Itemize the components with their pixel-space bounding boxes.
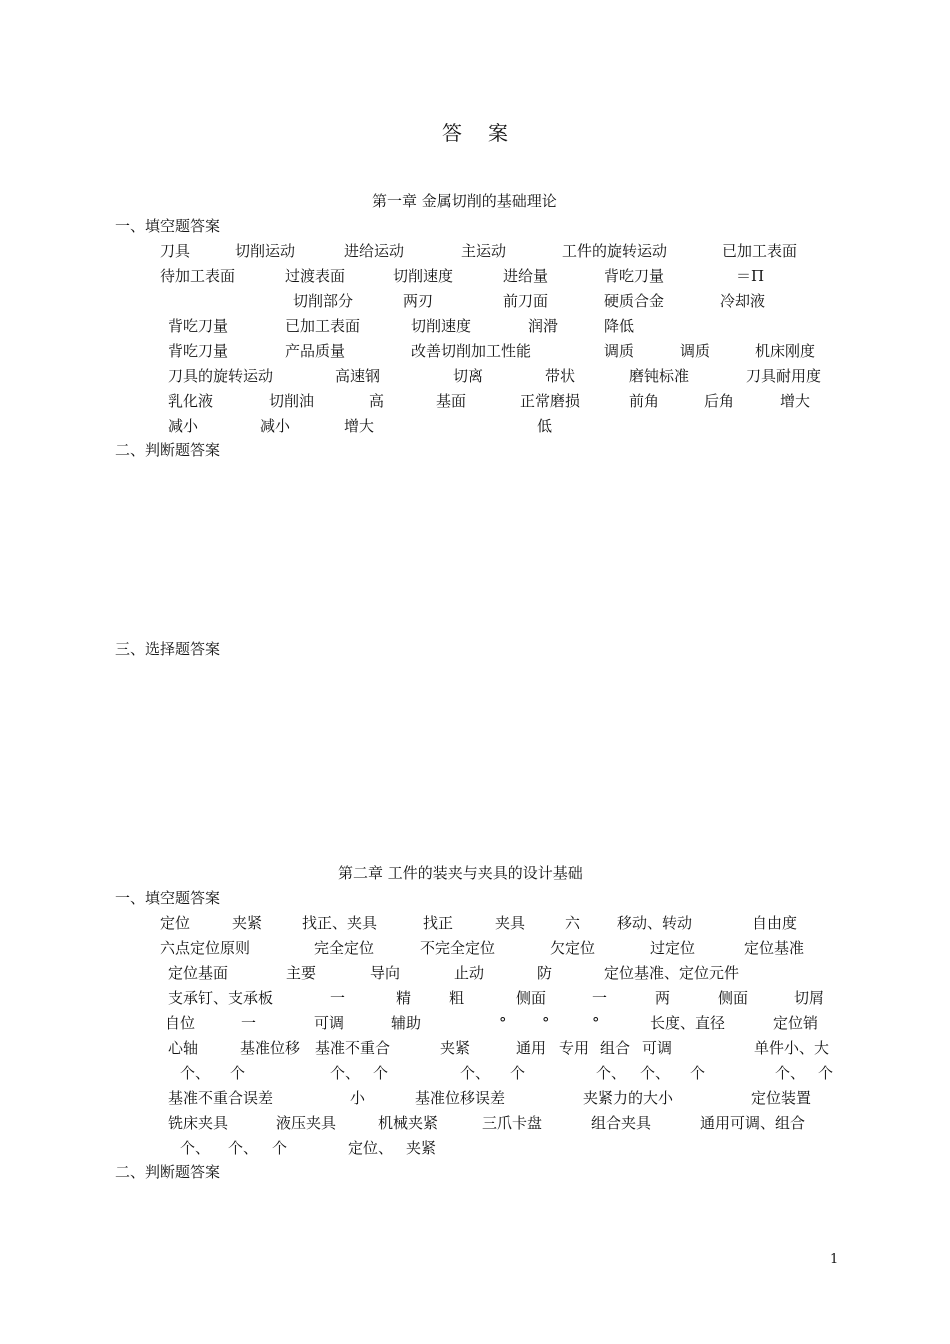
chapter2-answer-r5-c5: ° <box>499 1014 507 1032</box>
chapter2-answer-r6-c2: 基准位移 <box>240 1039 301 1057</box>
chapter2-answer-r1-c6: 六 <box>565 914 581 932</box>
chapter1-answer-r4-c4: 润滑 <box>528 317 559 335</box>
chapter2-answer-r1-c1: 定位 <box>160 914 191 932</box>
chapter1-answer-r3-c5: 冷却液 <box>720 292 766 310</box>
chapter1-answer-r7-c4: 基面 <box>436 392 467 410</box>
chapter1-answer-r7-c1: 乳化液 <box>168 392 214 410</box>
chapter1-answer-r6-c3: 切离 <box>453 367 484 385</box>
chapter1-answer-r3-c4: 硬质合金 <box>604 292 665 310</box>
chapter2-answer-r7-c3: 个、 <box>330 1064 361 1082</box>
chapter1-answer-r3-c2: 两刃 <box>403 292 434 310</box>
chapter2-answer-r2-c5: 过定位 <box>650 939 696 957</box>
chapter1-answer-r5-c3: 改善切削加工性能 <box>411 342 532 360</box>
chapter1-answer-r2-c3: 切削速度 <box>393 267 454 285</box>
chapter2-answer-r9-c5: 组合夹具 <box>591 1114 652 1132</box>
chapter1-answer-r5-c4: 调质 <box>604 342 635 360</box>
chapter1-answer-r4-c3: 切削速度 <box>411 317 472 335</box>
chapter1-answer-r1-c3: 进给运动 <box>344 242 405 260</box>
chapter1-answer-r8-c2: 减小 <box>260 417 291 435</box>
chapter1-answer-r6-c1: 刀具的旋转运动 <box>168 367 274 385</box>
chapter1-answer-r7-c2: 切削油 <box>269 392 315 410</box>
chapter1-answer-r6-c6: 刀具耐用度 <box>746 367 822 385</box>
chapter2-answer-r1-c7: 移动、转动 <box>617 914 693 932</box>
chapter1-answer-r1-c2: 切削运动 <box>235 242 296 260</box>
chapter2-answer-r5-c1: 自位 <box>165 1014 196 1032</box>
chapter2-answer-r3-c5: 防 <box>537 964 553 982</box>
chapter2-answer-r8-c4: 夹紧力的大小 <box>583 1089 674 1107</box>
chapter1-answer-r2-c6: ＝Π <box>736 267 765 285</box>
chapter1-answer-r1-c6: 已加工表面 <box>722 242 798 260</box>
chapter1-answer-r7-c7: 后角 <box>704 392 735 410</box>
chapter2-answer-r4-c6: 一 <box>592 989 608 1007</box>
chapter2-answer-r8-c1: 基准不重合误差 <box>168 1089 274 1107</box>
chapter2-answer-r7-c2: 个 <box>230 1064 246 1082</box>
chapter2-answer-r2-c6: 定位基准 <box>744 939 805 957</box>
chapter2-answer-r6-c1: 心轴 <box>168 1039 199 1057</box>
chapter1-answer-r5-c6: 机床刚度 <box>755 342 816 360</box>
chapter1-answer-r5-c5: 调质 <box>680 342 711 360</box>
chapter1-answer-r4-c2: 已加工表面 <box>285 317 361 335</box>
chapter2-fill-heading: 一、填空题答案 <box>115 889 221 907</box>
chapter1-answer-r2-c1: 待加工表面 <box>160 267 236 285</box>
chapter1-answer-r7-c8: 增大 <box>780 392 811 410</box>
chapter1-answer-r6-c5: 磨钝标准 <box>629 367 690 385</box>
chapter2-answer-r8-c5: 定位装置 <box>751 1089 812 1107</box>
chapter2-answer-r4-c5: 侧面 <box>516 989 547 1007</box>
chapter2-answer-r7-c1: 个、 <box>180 1064 211 1082</box>
chapter1-answer-r2-c4: 进给量 <box>503 267 549 285</box>
chapter2-answer-r7-c5: 个、 <box>460 1064 491 1082</box>
chapter2-answer-r6-c6: 专用 <box>559 1039 590 1057</box>
chapter1-answer-r7-c3: 高 <box>369 392 385 410</box>
chapter2-answer-r3-c3: 导向 <box>370 964 401 982</box>
chapter2-answer-r10-c1: 个、 <box>180 1139 211 1157</box>
chapter2-answer-r4-c2: 一 <box>330 989 346 1007</box>
chapter2-answer-r6-c5: 通用 <box>516 1039 547 1057</box>
chapter2-answer-r6-c8: 可调 <box>642 1039 673 1057</box>
chapter2-answer-r2-c2: 完全定位 <box>314 939 375 957</box>
chapter1-answer-r4-c1: 背吃刀量 <box>168 317 229 335</box>
chapter1-answer-r2-c5: 背吃刀量 <box>604 267 665 285</box>
chapter2-answer-r1-c3: 找正、夹具 <box>302 914 378 932</box>
chapter2-answer-r3-c6: 定位基准、定位元件 <box>604 964 740 982</box>
chapter2-answer-r5-c4: 辅助 <box>391 1014 422 1032</box>
chapter2-answer-r7-c8: 个、 <box>640 1064 671 1082</box>
chapter2-answer-r7-c4: 个 <box>373 1064 389 1082</box>
chapter2-answer-r3-c4: 止动 <box>454 964 485 982</box>
chapter2-answer-r6-c4: 夹紧 <box>440 1039 471 1057</box>
chapter1-answer-r7-c5: 正常磨损 <box>520 392 581 410</box>
chapter2-answer-r1-c5: 夹具 <box>495 914 526 932</box>
chapter2-answer-r6-c3: 基准不重合 <box>315 1039 391 1057</box>
chapter2-answer-r1-c8: 自由度 <box>752 914 798 932</box>
chapter2-answer-r2-c3: 不完全定位 <box>420 939 496 957</box>
chapter2-answer-r5-c3: 可调 <box>314 1014 345 1032</box>
chapter2-answer-r7-c10: 个、 <box>775 1064 806 1082</box>
chapter1-answer-r4-c5: 降低 <box>604 317 635 335</box>
chapter2-answer-r7-c7: 个、 <box>596 1064 627 1082</box>
chapter2-answer-r5-c7: ° <box>592 1014 600 1032</box>
chapter2-answer-r1-c2: 夹紧 <box>232 914 263 932</box>
chapter2-answer-r4-c7: 两 <box>655 989 671 1007</box>
chapter2-answer-r4-c3: 精 <box>396 989 412 1007</box>
chapter2-answer-r5-c9: 定位销 <box>773 1014 819 1032</box>
chapter2-answer-r6-c7: 组合 <box>600 1039 631 1057</box>
chapter2-answer-r7-c6: 个 <box>510 1064 526 1082</box>
chapter2-answer-r2-c4: 欠定位 <box>550 939 596 957</box>
chapter1-answer-r5-c2: 产品质量 <box>285 342 346 360</box>
chapter2-judge-heading: 二、判断题答案 <box>115 1163 221 1181</box>
chapter1-answer-r7-c6: 前角 <box>629 392 660 410</box>
chapter1-answer-r8-c3: 增大 <box>344 417 375 435</box>
chapter2-answer-r2-c1: 六点定位原则 <box>160 939 251 957</box>
chapter2-answer-r4-c8: 侧面 <box>718 989 749 1007</box>
chapter2-answer-r8-c2: 小 <box>350 1089 366 1107</box>
chapter2-answer-r5-c2: 一 <box>241 1014 257 1032</box>
chapter2-answer-r3-c2: 主要 <box>286 964 317 982</box>
chapter1-answer-r8-c1: 减小 <box>168 417 199 435</box>
chapter2-answer-r5-c8: 长度、直径 <box>650 1014 726 1032</box>
chapter2-answer-r5-c6: ° <box>542 1014 550 1032</box>
chapter2-answer-r7-c11: 个 <box>818 1064 834 1082</box>
chapter2-answer-r4-c9: 切屑 <box>794 989 825 1007</box>
chapter1-answer-r1-c4: 主运动 <box>461 242 507 260</box>
chapter1-answer-r8-c4: 低 <box>537 417 553 435</box>
chapter2-answer-r9-c2: 液压夹具 <box>276 1114 337 1132</box>
chapter2-answer-r9-c3: 机械夹紧 <box>378 1114 439 1132</box>
chapter1-answer-r6-c4: 带状 <box>545 367 576 385</box>
chapter2-answer-r9-c4: 三爪卡盘 <box>482 1114 543 1132</box>
chapter2-answer-r4-c4: 粗 <box>449 989 465 1007</box>
chapter2-answer-r10-c5: 夹紧 <box>406 1139 437 1157</box>
chapter1-judge-heading: 二、判断题答案 <box>115 441 221 459</box>
chapter2-answer-r9-c6: 通用可调、组合 <box>700 1114 806 1132</box>
chapter2-answer-r9-c1: 铣床夹具 <box>168 1114 229 1132</box>
chapter2-answer-r4-c1: 支承钉、支承板 <box>168 989 274 1007</box>
chapter1-answer-r1-c5: 工件的旋转运动 <box>562 242 668 260</box>
page-title: 答案 <box>442 121 534 145</box>
chapter2-answer-r10-c2: 个、 <box>228 1139 259 1157</box>
chapter2-answer-r3-c1: 定位基面 <box>168 964 229 982</box>
page-number: 1 <box>830 1252 839 1267</box>
chapter1-fill-heading: 一、填空题答案 <box>115 217 221 235</box>
chapter1-answer-r3-c3: 前刀面 <box>503 292 549 310</box>
chapter1-answer-r5-c1: 背吃刀量 <box>168 342 229 360</box>
chapter1-heading: 第一章 金属切削的基础理论 <box>372 192 557 210</box>
chapter2-heading: 第二章 工件的装夹与夹具的设计基础 <box>338 864 583 882</box>
chapter1-answer-r1-c1: 刀具 <box>160 242 191 260</box>
chapter1-answer-r6-c2: 高速钢 <box>335 367 381 385</box>
chapter2-answer-r6-c9: 单件小、大 <box>754 1039 830 1057</box>
chapter2-answer-r1-c4: 找正 <box>423 914 454 932</box>
chapter1-choice-heading: 三、选择题答案 <box>115 640 221 658</box>
chapter1-answer-r2-c2: 过渡表面 <box>285 267 346 285</box>
chapter2-answer-r10-c4: 定位、 <box>348 1139 394 1157</box>
chapter2-answer-r7-c9: 个 <box>690 1064 706 1082</box>
chapter2-answer-r10-c3: 个 <box>272 1139 288 1157</box>
chapter1-answer-r3-c1: 切削部分 <box>293 292 354 310</box>
chapter2-answer-r8-c3: 基准位移误差 <box>415 1089 506 1107</box>
